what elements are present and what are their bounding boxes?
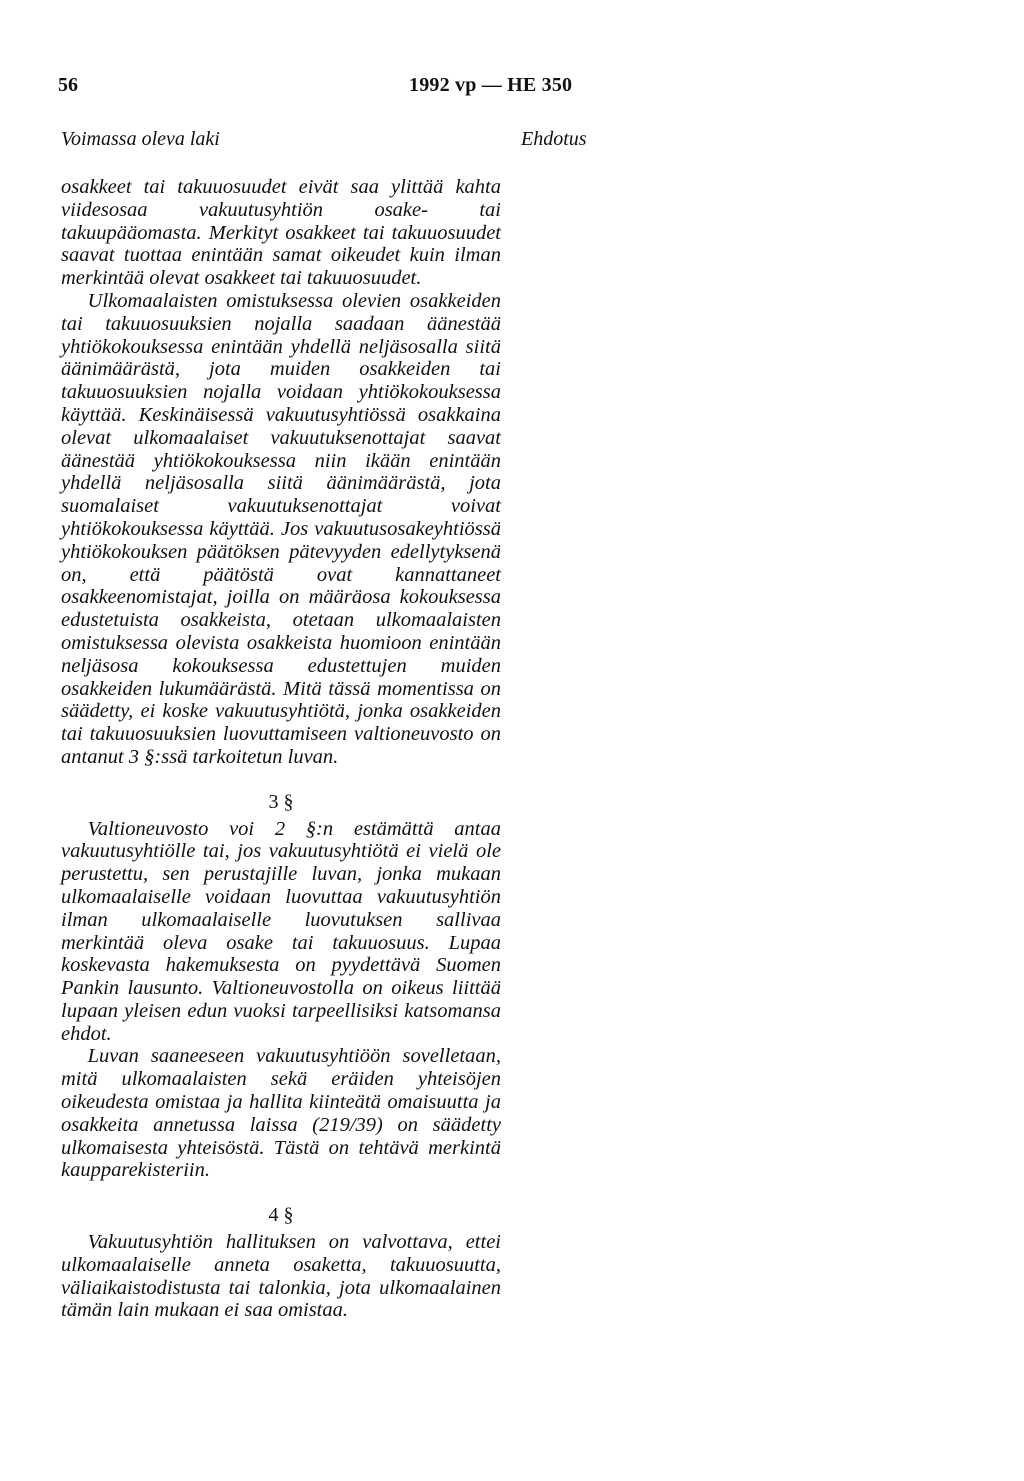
section-heading-3: 3 § bbox=[268, 790, 294, 813]
proposal-text-column bbox=[61, 176, 501, 1322]
paragraph-continuation: osakkeet tai takuuosuudet eivät saa ylittää kahta viidesosaa vakuutusyhtiön osake- tai takuupääomasta. Merkityt osakkeet tai takuuosuudet saavat tuottaa enintään samat oikeudet kuin ilman merkintää olevat osakkeet tai takuuosuudet. bbox=[61, 176, 501, 290]
section-3-paragraph-1: Valtioneuvosto voi 2 §:n estämättä antaa vakuutusyhtiölle tai, jos vakuutusyhtiötä ei vielä ole perustettu, sen perustajille luvan, jonka mukaan ulkomaalaiselle voidaan luovuttaa vakuutusyhtiön ilman ulkomaalaiselle luovutuksen sallivaa merkintää oleva osake tai takuuosuus. Lupaa koskevasta hakemuksesta on pyydettävä Suomen Pankin lausunto. Valtioneuvostolla on oikeus liittää lupaan yleisen edun vuoksi tarpeellisiksi katsomansa ehdot. bbox=[61, 817, 501, 1045]
section-3-paragraph-2: Luvan saaneeseen vakuutusyhtiöön sovelletaan, mitä ulkomaalaisten sekä eräiden yhteisöjen oikeudesta omistaa ja hallita kiinteätä omaisuutta ja osakkeita annetussa laissa (219/39) on säädetty ulkomaisesta yhteisöstä. Tästä on tehtävä merkintä kaupparekisteriin. bbox=[61, 1045, 501, 1182]
document-reference: 1992 vp — HE 350 bbox=[409, 74, 573, 96]
paragraph-voting-limits: Ulkomaalaisten omistuksessa olevien osakkeiden tai takuuosuuksien nojalla saadaan äänestää yhtiökokouksessa enintään yhdellä neljäsosalla siitä äänimäärästä, jota muiden osakkeiden tai takuuosuuksien nojalla voidaan yhtiökokouksessa käyttää. Keskinäisessä vakuutusyhtiössä osakkaina olevat ulkomaalaiset vakuutuksenottajat saavat äänestää yhtiökokouksessa niin ikään enintään yhdellä neljäsosalla siitä äänimäärästä, jota suomalaiset vakuutuksenottajat voivat yhtiökokouksessa käyttää. Jos vakuutusosakeyhtiössä yhtiökokouksen päätöksen pätevyyden edellytyksenä on, että päätöstä ovat kannattaneet osakkeenomistajat, joilla on määräosa kokouksessa edustetuista osakkeista, otetaan ulkomaalaisten omistuksessa olevista osakkeista huomioon enintään neljäsosa kokouksessa edustettujen muiden osakkeiden lukumäärästä. Mitä tässä momentissa on säädetty, ei koske vakuutusyhtiötä, jonka osakkeiden tai takuuosuuksien luovuttamiseen valtioneuvosto on antanut 3 §:ssä tarkoitetun luvan. bbox=[61, 289, 501, 768]
section-4-paragraph-1: Vakuutusyhtiön hallituksen on valvottava, ettei ulkomaalaiselle anneta osaketta, takuuosuutta, väliaikaistodistusta tai talonkia, jota ulkomaalainen tämän lain mukaan ei saa omistaa. bbox=[61, 1231, 501, 1322]
section-heading-4: 4 § bbox=[268, 1204, 294, 1227]
column-heading-proposal: Ehdotus bbox=[521, 128, 587, 150]
column-heading-current-law: Voimassa oleva laki bbox=[61, 128, 220, 150]
page-number: 56 bbox=[58, 74, 78, 96]
